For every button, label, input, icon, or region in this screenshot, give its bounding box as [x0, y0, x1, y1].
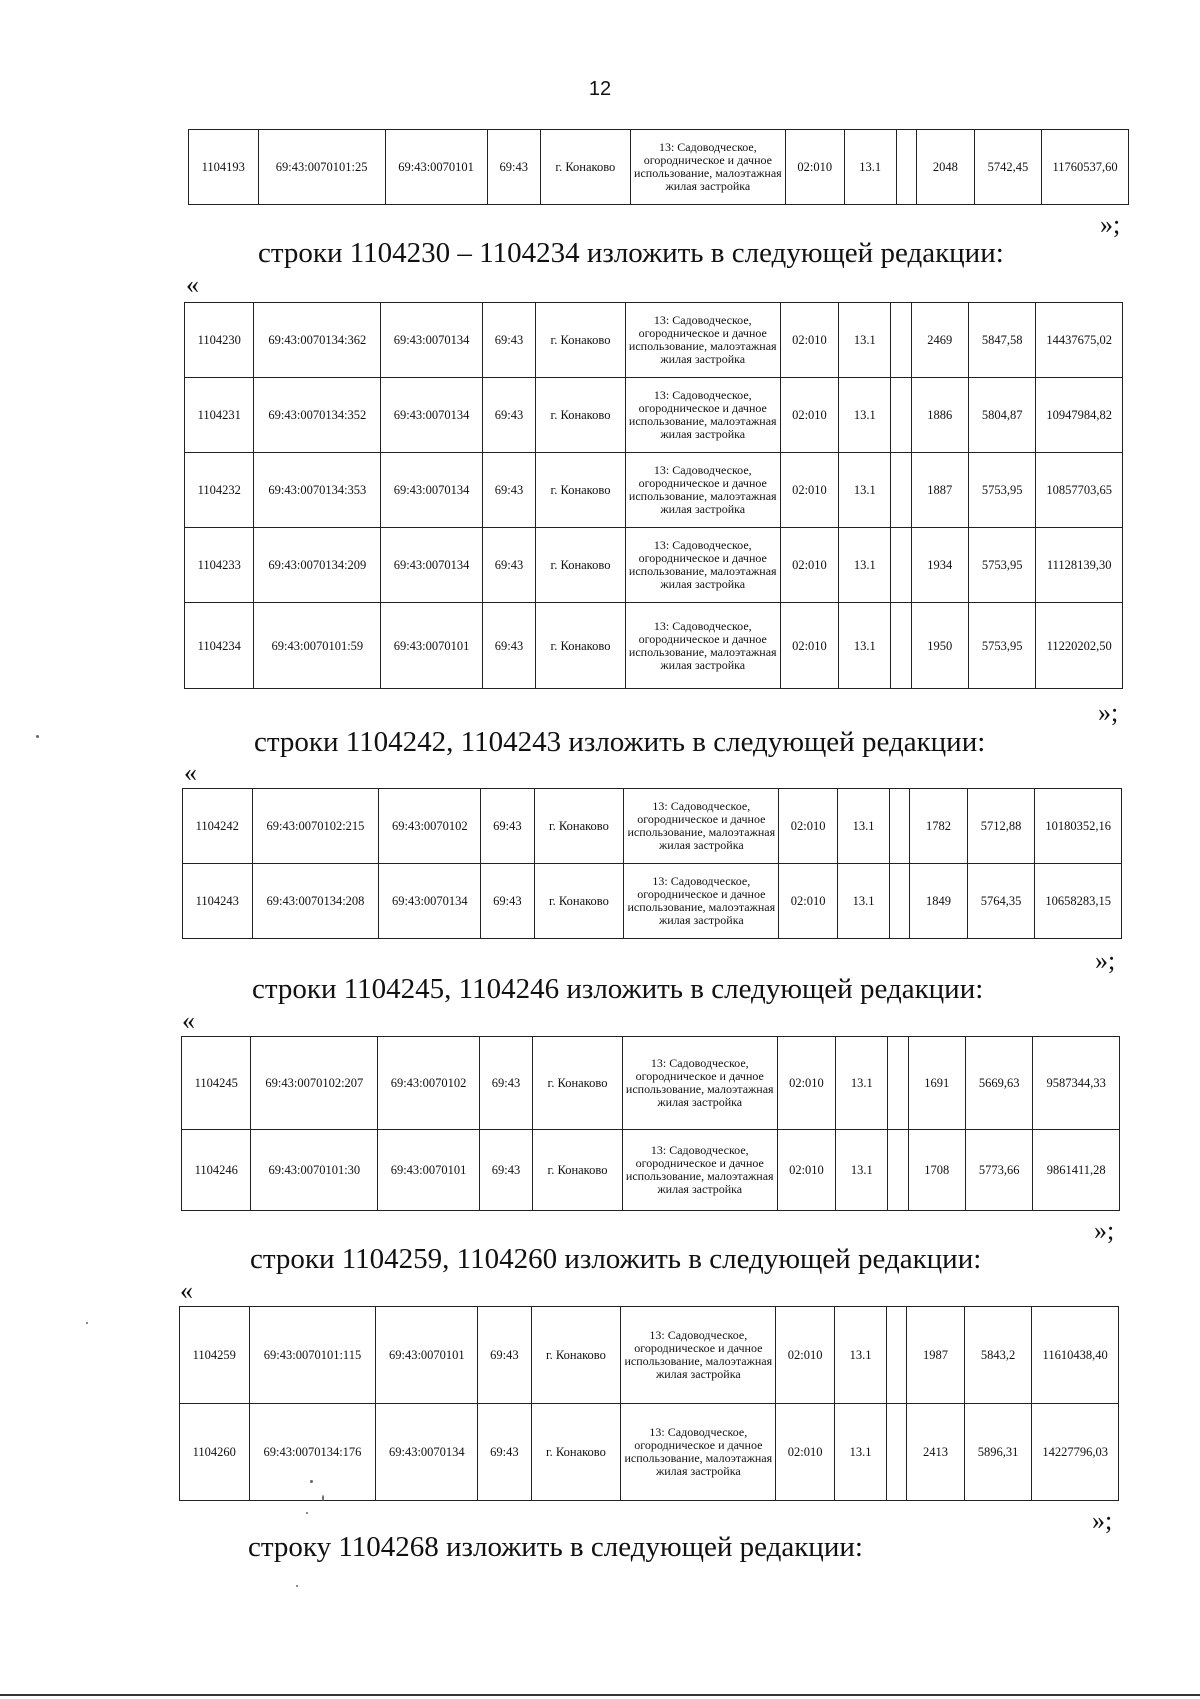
cell-specific-value: 5804,87 — [968, 378, 1035, 453]
cell-row-number: 1104234 — [185, 603, 254, 689]
cell-empty — [890, 789, 910, 864]
cell-empty — [891, 378, 911, 453]
cell-cadastral-value: 11128139,30 — [1036, 528, 1123, 603]
cell-group: 13.1 — [844, 130, 896, 205]
cell-cadastral-value: 9861411,28 — [1033, 1130, 1120, 1211]
cell-cadastral-number: 69:43:0070102:207 — [251, 1037, 378, 1130]
table-row — [189, 130, 1129, 205]
scan-speck — [36, 735, 39, 738]
cell-cadastral-number: 69:43:0070101:115 — [249, 1307, 376, 1404]
section-heading: строки 1104230 – 1104234 изложить в следующей редакции: — [258, 237, 1004, 269]
cell-locality: г. Конаково — [536, 603, 626, 689]
bottom-rule — [0, 1694, 1200, 1696]
cell-empty — [888, 1037, 908, 1130]
cell-group: 13.1 — [839, 303, 891, 378]
cell-row-number: 1104231 — [185, 378, 254, 453]
cell-specific-value: 5753,95 — [968, 603, 1035, 689]
table-row — [182, 1037, 1120, 1130]
table-row — [183, 864, 1122, 939]
table-row — [183, 789, 1122, 864]
cell-area: 1987 — [907, 1307, 964, 1404]
cell-empty — [891, 453, 911, 528]
cell-land-use-purpose: 13: Садоводческое, огородническое и дачное использование, малоэтажная жилая застройка — [625, 528, 780, 603]
cell-cadastral-block: 69:43:0070101 — [385, 130, 487, 205]
cell-cadastral-number: 69:43:0070134:352 — [254, 378, 381, 453]
cell-row-number: 1104193 — [189, 130, 259, 205]
cell-code: 02:010 — [786, 130, 844, 205]
closing-quote: »; — [1092, 1506, 1113, 1535]
register-table-section-1 — [184, 302, 1123, 689]
cell-specific-value: 5753,95 — [968, 453, 1035, 528]
table-row — [185, 303, 1123, 378]
cell-group: 13.1 — [839, 378, 891, 453]
cell-locality: г. Конаково — [536, 528, 626, 603]
cell-specific-value: 5712,88 — [967, 789, 1035, 864]
cell-district-code: 69:43 — [482, 528, 535, 603]
opening-quote: « — [184, 758, 197, 787]
cell-group: 13.1 — [837, 864, 889, 939]
cell-empty — [887, 1307, 907, 1404]
section-heading: строки 1104242, 1104243 изложить в следующей редакции: — [254, 726, 986, 758]
cell-code: 02:010 — [777, 1130, 835, 1211]
cell-group: 13.1 — [836, 1037, 888, 1130]
table-row — [182, 1130, 1120, 1211]
cell-empty — [888, 1130, 908, 1211]
cell-specific-value: 5669,63 — [965, 1037, 1032, 1130]
register-table-section-3 — [181, 1036, 1120, 1211]
cell-land-use-purpose: 13: Садоводческое, огородническое и дачное использование, малоэтажная жилая застройка — [621, 1307, 776, 1404]
cell-cadastral-value: 10857703,65 — [1036, 453, 1123, 528]
cell-cadastral-block: 69:43:0070101 — [378, 1130, 480, 1211]
cell-cadastral-value: 11220202,50 — [1036, 603, 1123, 689]
cell-row-number: 1104245 — [182, 1037, 251, 1130]
cell-land-use-purpose: 13: Садоводческое, огородническое и дачное использование, малоэтажная жилая застройка — [624, 789, 779, 864]
cell-group: 13.1 — [836, 1130, 888, 1211]
page-number: 12 — [588, 78, 612, 100]
cell-group: 13.1 — [839, 528, 891, 603]
opening-quote: « — [180, 1276, 193, 1305]
cell-land-use-purpose: 13: Садоводческое, огородническое и дачное использование, малоэтажная жилая застройка — [625, 378, 780, 453]
cell-land-use-purpose: 13: Садоводческое, огородническое и дачное использование, малоэтажная жилая застройка — [621, 1404, 776, 1501]
cell-row-number: 1104230 — [185, 303, 254, 378]
register-table-continued — [188, 129, 1129, 205]
table-row — [185, 453, 1123, 528]
cell-empty — [890, 864, 910, 939]
cell-locality: г. Конаково — [533, 1130, 623, 1211]
cell-area: 1934 — [911, 528, 968, 603]
cell-cadastral-number: 69:43:0070134:176 — [249, 1404, 376, 1501]
cell-code: 02:010 — [776, 1404, 834, 1501]
cell-row-number: 1104242 — [183, 789, 253, 864]
section-heading: строки 1104259, 1104260 изложить в следующей редакции: — [250, 1243, 982, 1275]
cell-cadastral-block: 69:43:0070134 — [381, 378, 483, 453]
cell-cadastral-block: 69:43:0070134 — [381, 528, 483, 603]
cell-row-number: 1104233 — [185, 528, 254, 603]
cell-district-code: 69:43 — [482, 378, 535, 453]
cell-code: 02:010 — [780, 528, 838, 603]
cell-cadastral-block: 69:43:0070134 — [381, 303, 483, 378]
cell-row-number: 1104260 — [180, 1404, 250, 1501]
cell-locality: г. Конаково — [540, 130, 630, 205]
cell-area: 2413 — [907, 1404, 964, 1501]
cell-cadastral-block: 69:43:0070134 — [376, 1404, 478, 1501]
cell-locality: г. Конаково — [531, 1404, 621, 1501]
cell-area: 2048 — [917, 130, 974, 205]
register-table-section-4 — [179, 1306, 1119, 1501]
cell-land-use-purpose: 13: Садоводческое, огородническое и дачное использование, малоэтажная жилая застройка — [625, 303, 780, 378]
scan-speck — [306, 1512, 308, 1514]
cell-district-code: 69:43 — [479, 1130, 532, 1211]
cell-locality: г. Конаково — [534, 864, 624, 939]
cell-area: 1691 — [908, 1037, 965, 1130]
cell-locality: г. Конаково — [533, 1037, 623, 1130]
cell-cadastral-number: 69:43:0070134:353 — [254, 453, 381, 528]
cell-cadastral-block: 69:43:0070101 — [381, 603, 483, 689]
cell-area: 1887 — [911, 453, 968, 528]
cell-specific-value: 5742,45 — [974, 130, 1042, 205]
section-heading: строки 1104245, 1104246 изложить в следующей редакции: — [252, 973, 984, 1005]
cell-cadastral-number: 69:43:0070102:215 — [252, 789, 379, 864]
cell-group: 13.1 — [837, 789, 889, 864]
cell-empty — [891, 303, 911, 378]
cell-district-code: 69:43 — [479, 1037, 532, 1130]
cell-group: 13.1 — [839, 603, 891, 689]
cell-cadastral-value: 9587344,33 — [1033, 1037, 1120, 1130]
cell-row-number: 1104243 — [183, 864, 253, 939]
closing-quote: »; — [1100, 210, 1121, 239]
cell-code: 02:010 — [780, 453, 838, 528]
cell-empty — [891, 528, 911, 603]
cell-cadastral-value: 14227796,03 — [1032, 1404, 1119, 1501]
closing-quote: »; — [1098, 698, 1119, 727]
cell-group: 13.1 — [834, 1307, 886, 1404]
cell-specific-value: 5843,2 — [964, 1307, 1032, 1404]
cell-specific-value: 5847,58 — [968, 303, 1035, 378]
cell-cadastral-value: 14437675,02 — [1036, 303, 1123, 378]
opening-quote: « — [186, 270, 199, 299]
cell-cadastral-block: 69:43:0070102 — [379, 789, 481, 864]
cell-empty — [891, 603, 911, 689]
cell-empty — [887, 1404, 907, 1501]
cell-row-number: 1104259 — [180, 1307, 250, 1404]
closing-quote: »; — [1094, 1216, 1115, 1245]
register-table-section-2 — [182, 788, 1122, 939]
table-row — [185, 378, 1123, 453]
cell-district-code: 69:43 — [482, 453, 535, 528]
cell-specific-value: 5753,95 — [968, 528, 1035, 603]
cell-code: 02:010 — [777, 1037, 835, 1130]
cell-locality: г. Конаково — [536, 378, 626, 453]
cell-code: 02:010 — [780, 378, 838, 453]
cell-code: 02:010 — [776, 1307, 834, 1404]
final-heading: строку 1104268 изложить в следующей редакции: — [248, 1531, 863, 1563]
cell-cadastral-value: 10947984,82 — [1036, 378, 1123, 453]
cell-district-code: 69:43 — [487, 130, 540, 205]
cell-specific-value: 5773,66 — [965, 1130, 1032, 1211]
scan-speck — [296, 1585, 298, 1587]
cell-locality: г. Конаково — [531, 1307, 621, 1404]
cell-land-use-purpose: 13: Садоводческое, огородническое и дачное использование, малоэтажная жилая застройка — [625, 603, 780, 689]
cell-cadastral-value: 11760537,60 — [1042, 130, 1129, 205]
cell-locality: г. Конаково — [536, 453, 626, 528]
cell-specific-value: 5896,31 — [964, 1404, 1032, 1501]
cell-district-code: 69:43 — [481, 789, 534, 864]
cell-area: 1950 — [911, 603, 968, 689]
cell-cadastral-value: 10180352,16 — [1035, 789, 1122, 864]
opening-quote: « — [182, 1006, 195, 1035]
cell-area: 2469 — [911, 303, 968, 378]
cell-cadastral-block: 69:43:0070101 — [376, 1307, 478, 1404]
cell-row-number: 1104246 — [182, 1130, 251, 1211]
cell-land-use-purpose: 13: Садоводческое, огородническое и дачное использование, малоэтажная жилая застройка — [625, 453, 780, 528]
cell-cadastral-block: 69:43:0070102 — [378, 1037, 480, 1130]
cell-cadastral-number: 69:43:0070134:208 — [252, 864, 379, 939]
table-row — [180, 1307, 1119, 1404]
cell-area: 1849 — [910, 864, 967, 939]
cell-cadastral-number: 69:43:0070134:362 — [254, 303, 381, 378]
table-row — [185, 528, 1123, 603]
cell-code: 02:010 — [779, 864, 837, 939]
cell-district-code: 69:43 — [481, 864, 534, 939]
cell-row-number: 1104232 — [185, 453, 254, 528]
cell-land-use-purpose: 13: Садоводческое, огородническое и дачное использование, малоэтажная жилая застройка — [624, 864, 779, 939]
cell-district-code: 69:43 — [478, 1307, 531, 1404]
scan-speck — [322, 1495, 324, 1501]
cell-area: 1708 — [908, 1130, 965, 1211]
cell-district-code: 69:43 — [482, 303, 535, 378]
table-row — [185, 603, 1123, 689]
cell-specific-value: 5764,35 — [967, 864, 1035, 939]
cell-cadastral-number: 69:43:0070101:30 — [251, 1130, 378, 1211]
cell-area: 1886 — [911, 378, 968, 453]
cell-land-use-purpose: 13: Садоводческое, огородническое и дачное использование, малоэтажная жилая застройка — [622, 1130, 777, 1211]
cell-group: 13.1 — [839, 453, 891, 528]
cell-cadastral-number: 69:43:0070101:59 — [254, 603, 381, 689]
cell-code: 02:010 — [779, 789, 837, 864]
cell-land-use-purpose: 13: Садоводческое, огородническое и дачное использование, малоэтажная жилая застройка — [622, 1037, 777, 1130]
cell-code: 02:010 — [780, 603, 838, 689]
cell-cadastral-value: 11610438,40 — [1032, 1307, 1119, 1404]
cell-cadastral-number: 69:43:0070134:209 — [254, 528, 381, 603]
cell-cadastral-block: 69:43:0070134 — [379, 864, 481, 939]
cell-locality: г. Конаково — [536, 303, 626, 378]
cell-cadastral-value: 10658283,15 — [1035, 864, 1122, 939]
cell-land-use-purpose: 13: Садоводческое, огородническое и дачное использование, малоэтажная жилая застройка — [630, 130, 785, 205]
cell-empty — [896, 130, 916, 205]
cell-locality: г. Конаково — [534, 789, 624, 864]
cell-cadastral-block: 69:43:0070134 — [381, 453, 483, 528]
table-row — [180, 1404, 1119, 1501]
scan-speck — [86, 1322, 88, 1324]
closing-quote: »; — [1095, 946, 1116, 975]
cell-cadastral-number: 69:43:0070101:25 — [258, 130, 385, 205]
cell-group: 13.1 — [834, 1404, 886, 1501]
cell-area: 1782 — [910, 789, 967, 864]
cell-district-code: 69:43 — [482, 603, 535, 689]
scan-speck — [310, 1480, 313, 1483]
cell-code: 02:010 — [780, 303, 838, 378]
cell-district-code: 69:43 — [478, 1404, 531, 1501]
